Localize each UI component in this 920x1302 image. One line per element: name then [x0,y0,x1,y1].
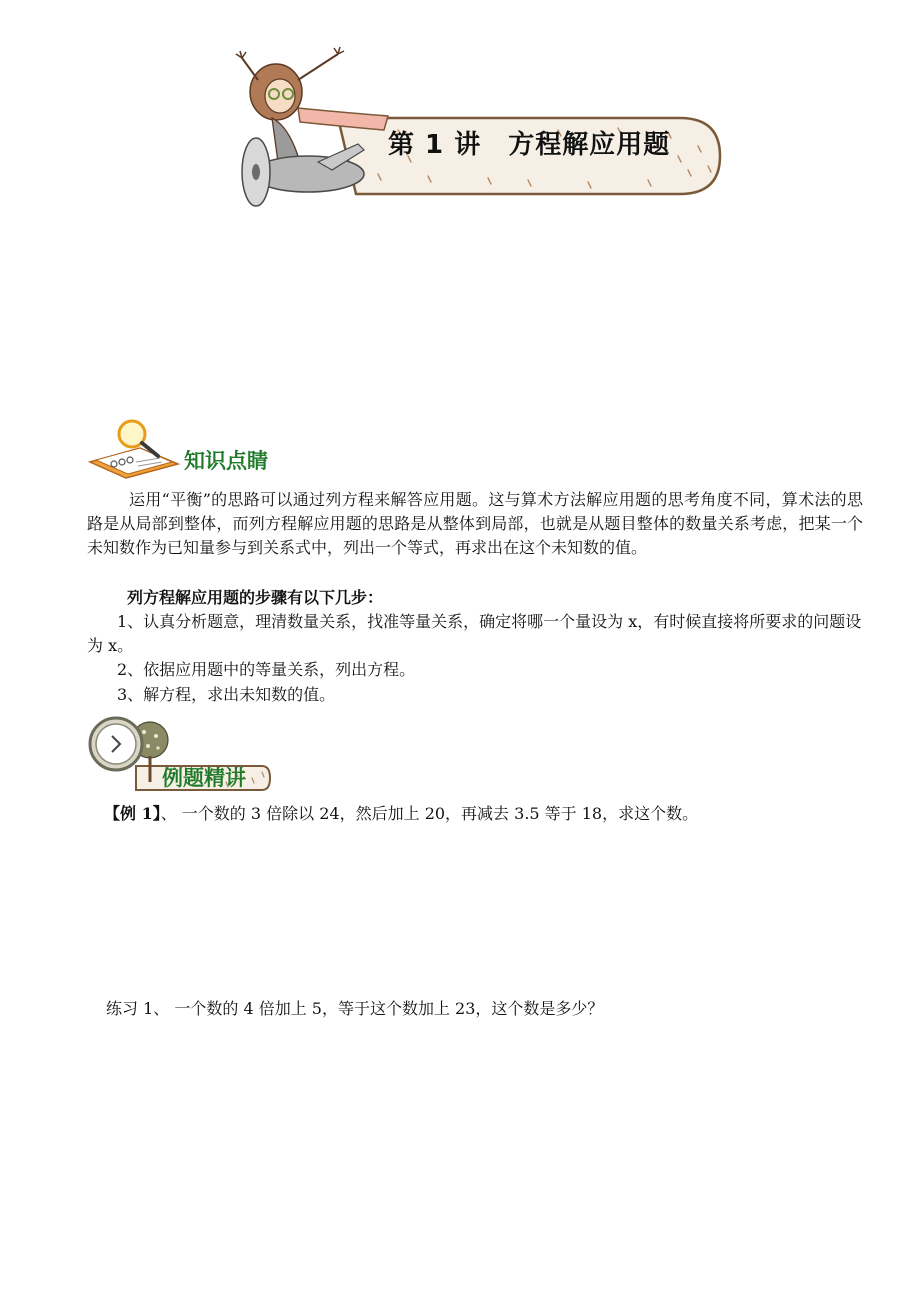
notebook-magnifier-icon [86,418,186,480]
example-1 [104,802,864,826]
steps-heading: 列方程解应用题的步骤有以下几步： [127,588,384,607]
step-item: 3、解方程，求出未知数的值。 [117,685,336,704]
practice-1: 练习 1、 一个数的 4 倍加上 5，等于这个数加上 23，这个数是多少？ [106,999,604,1018]
example-1-text: 、 一个数的 3 倍除以 24，然后加上 20，再减去 3.5 等于 18，求这个数。 [160,804,699,823]
example-1-label: 【例 1】 [104,804,161,823]
intro-paragraph: 运用“平衡”的思路可以通过列方程来解答应用题。这与算术方法解应用题的思考角度不同，算术法的思路是从局部到整体，而列方程解应用题的思路是从整体到局部，也就是从题目整体的数量关系考虑，把某一个未知数作为已知量参与到关系式中，列出一个等式，再求出在这个未知数的值。 [87,490,863,557]
knowledge-section-heading: 知识点睛 [184,449,268,473]
step-item: 1、认真分析题意，理清数量关系，找准等量关系，确定将哪一个量设为 x，有时候直接将所要求的问题设为 x。 [87,612,862,655]
examples-section-heading: 例题精讲 [162,766,246,790]
lesson-title: 第 1 讲 方程解应用题 [388,130,671,160]
step-item: 2、依据应用题中的等量关系，列出方程。 [117,660,416,679]
